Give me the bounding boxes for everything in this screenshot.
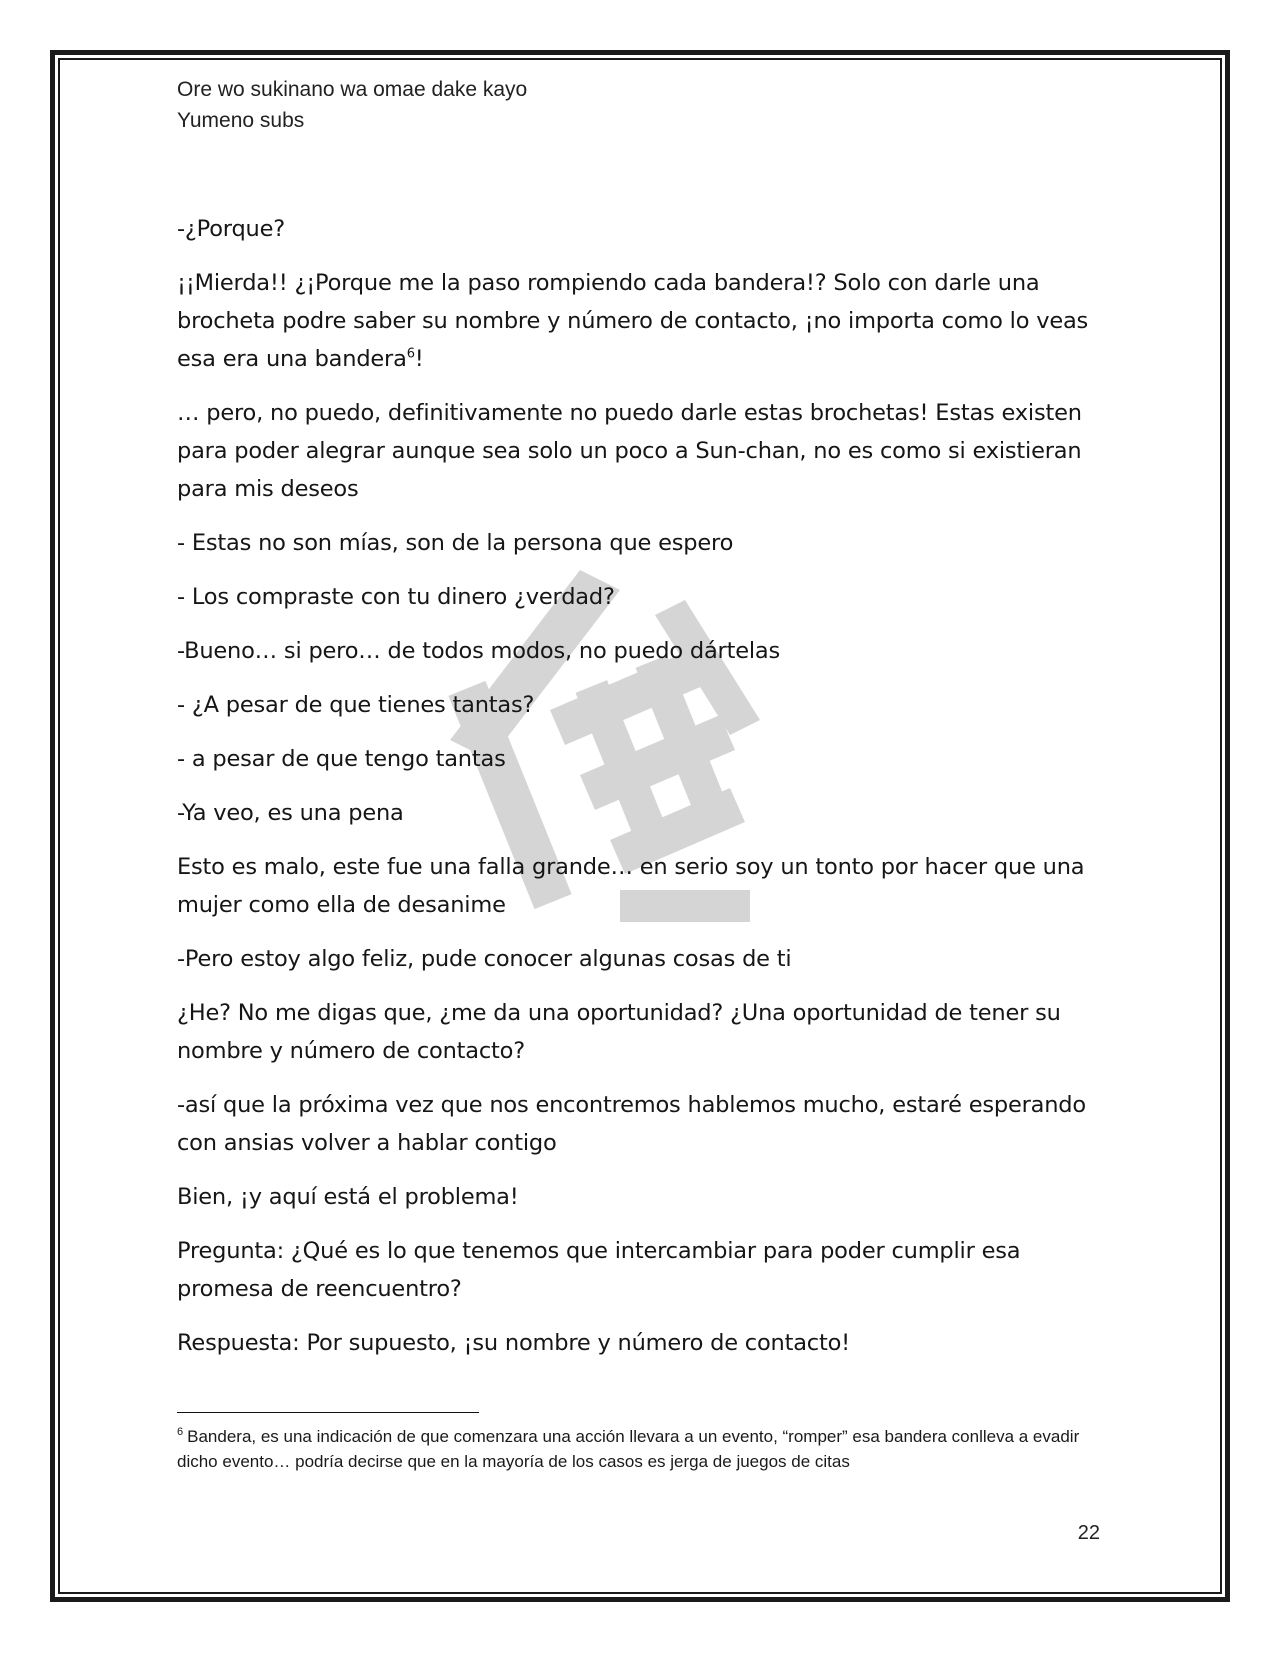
header-title: Ore wo sukinano wa omae dake kayo	[177, 78, 528, 101]
paragraph: -Pero estoy algo feliz, pude conocer algunas cosas de ti	[177, 946, 792, 972]
paragraph: Respuesta: Por supuesto, ¡su nombre y número de contacto!	[177, 1330, 850, 1356]
paragraph: ¡¡Mierda!! ¿¡Porque me la paso rompiendo cada bandera!? Solo con darle una brocheta podre saber su nombre y número de contacto, ¡no importa como lo veas esa era una bandera$^6$!	[177, 270, 1089, 372]
body-text	[177, 210, 1097, 1378]
paragraph: -así que la próxima vez que nos encontremos hablemos mucho, estaré esperando con ansias volver a hablar contigo	[177, 1092, 1086, 1156]
paragraph: Pregunta: ¿Qué es lo que tenemos que intercambiar para poder cumplir esa promesa de reencuentro?	[177, 1238, 1021, 1302]
paragraph: … pero, no puedo, definitivamente no puedo darle estas brochetas! Estas existen para poder alegrar aunque sea solo un poco a Sun-chan, no es como si existieran para mis deseos	[177, 400, 1082, 502]
header-subtitle: Yumeno subs	[177, 109, 305, 132]
paragraph: - ¿A pesar de que tienes tantas?	[177, 692, 535, 718]
footnote-number: 6	[177, 1426, 184, 1439]
paragraph: -Ya veo, es una pena	[177, 800, 404, 826]
paragraph: Bien, ¡y aquí está el problema!	[177, 1184, 519, 1210]
page-number: 22	[1077, 1522, 1100, 1544]
footnote-text: Bandera, es una indicación de que comenzara una acción llevara a un evento, “romper” esa bandera conlleva a evadir dicho evento… podría decirse que en la mayoría de los casos es jerga de juegos de citas	[177, 1427, 1080, 1471]
paragraph: - Los compraste con tu dinero ¿verdad?	[177, 584, 615, 610]
paragraph: ¿He? No me digas que, ¿me da una oportunidad? ¿Una oportunidad de tener su nombre y número de contacto?	[177, 1000, 1061, 1064]
paragraph: Esto es malo, este fue una falla grande… en serio soy un tonto por hacer que una mujer como ella de desanime	[177, 854, 1085, 918]
paragraph: -¿Porque?	[177, 216, 285, 242]
footnote-separator	[177, 1412, 479, 1413]
footnote-ref: 6	[406, 346, 415, 362]
document-header	[177, 74, 527, 136]
paragraph: -Bueno… si pero… de todos modos, no puedo dártelas	[177, 638, 781, 664]
paragraph: - Estas no son mías, son de la persona que espero	[177, 530, 734, 556]
footnote	[177, 1424, 1097, 1474]
paragraph: - a pesar de que tengo tantas	[177, 746, 506, 772]
